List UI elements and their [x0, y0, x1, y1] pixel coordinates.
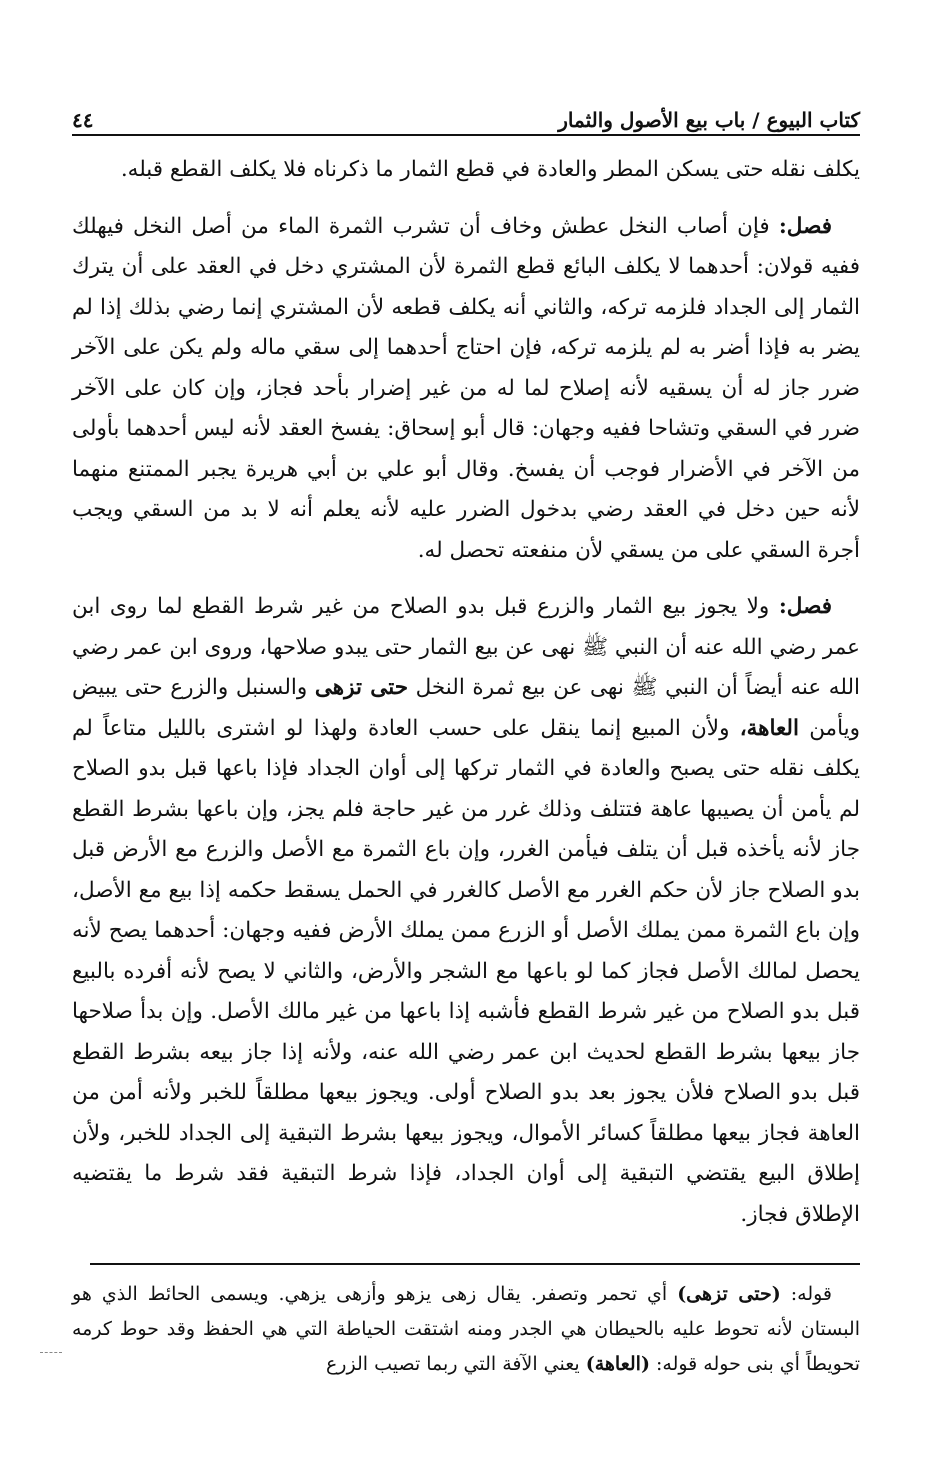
- section-label: فصل:: [778, 213, 832, 239]
- keyword-hatta-tazha: حتى تزهى: [314, 675, 408, 700]
- header-rule: [72, 134, 860, 136]
- paragraph-2-text: فإن أصاب النخل عطش وخاف أن تشرب الثمرة الماء من أصل النخل فيهلك ففيه قولان: أحدهما لا يكلف البائع قطع الثمرة لأن المشتري دخل في العقد على أن يترك الثمار إلى الجداد فلزمه تركه، والثاني أنه يكلف قطعه لأن المشتري إنما رضي بذلك إذا لم يضر به فإذا أضر به لم يلزمه تركه، فإن احتاج أحدهما إلى سقي ماله ولم يكن على الآخر ضرر جاز له أن يسقيه لأنه إصلاح لما له من غير إضرار بأحد فجاز، وإن كان على الآخر ضرر في السقي وتشاحا ففيه وجهان: قال أبو إسحاق: يفسخ العقد لأنه ليس أحدهما بأولى من الآخر في الأضرار فوجب أن يفسخ. وقال أبو علي بن أبي هريرة يجبر الممتنع منهما لأنه حين دخل في العقد رضي بدخول الضرر عليه لأنه يعلم أنه لا بد من السقي ويجب أجرة السقي على من يسقي لأن منفعته تحصل له.: [72, 213, 860, 563]
- paragraph-3-text-c: ولأن المبيع إنما ينقل على حسب العادة ولهذا لو اشترى بالليل متاعاً لم يكلف نقله حتى يصبح والعادة في الثمار تركها إلى أوان الجداد فإذا باعها قبل بدو الصلاح لم يأمن أن يصيبها عاهة فتتلف وذلك غرر من غير حاجة فلم يجز، وإن باعها بشرط القطع جاز لأنه يأخذه قبل أن يتلف فيأمن الغرر، وإن باع الثمرة مع الأصل والزرع مع الأرض قبل بدو الصلاح جاز لأن حكم الغرر مع الأصل كالغرر في الحمل يسقط حكمه إذا بيع مع الأصل، وإن باع الثمرة ممن يملك الأصل أو الزرع ممن يملك الأرض ففيه وجهان: أحدهما يصح لأنه يحصل لمالك الأصل فجاز كما لو باعها مع الشجر والأرض، والثاني لا يصح لأنه أفرده بالبيع قبل بدو الصلاح من غير شرط القطع فأشبه إذا باعها من غير مالك الأصل. وإن بدأ صلاحها جاز بيعها بشرط القطع لحديث ابن عمر رضي الله عنه، ولأنه إذا جاز بيعه بشرط القطع قبل بدو الصلاح فلأن يجوز بعد بدو الصلاح أولى. ويجوز بيعها مطلقاً للخبر ولأنه أمن من العاهة فجاز بيعها مطلقاً كسائر الأموال، ويجوز بيعها بشرط التبقية إلى الجداد للخبر، ولأن إطلاق البيع يقتضي التبقية إلى أوان الجداد، فإذا شرط التبقية فقد شرط ما يقتضيه الإطلاق فجاز.: [72, 715, 860, 1227]
- paragraph-3-text-b: والسنبل والزرع حتى يبيض ويأمن: [72, 675, 860, 741]
- keyword-al-aha: العاهة،: [739, 715, 799, 741]
- running-header: [72, 92, 860, 132]
- footnote-text-c: يعني الآفة التي ربما تصيب الزرع: [325, 1353, 580, 1375]
- footnote-keyword-al-aha: (العاهة): [585, 1353, 650, 1375]
- footnote-text-a: قوله:: [790, 1283, 833, 1305]
- paragraph-3: [72, 587, 860, 1235]
- scan-mark: [40, 1352, 62, 1353]
- footnote-text-b: أي تحمر وتصفر. يقال زهى يزهو وأزهى يزهي. ويسمى الحائط الذي هو البستان لأنه تحوط عليه بالحيطان هي الجدر ومنه اشتقت الحياطة التي هي الحفظ وقد حوط كرمه تحويطاً أي بنى حوله قوله:: [72, 1283, 860, 1375]
- book-page: [72, 92, 860, 1382]
- footnote-rule: [90, 1263, 860, 1265]
- paragraph-3-text-a: ولا يجوز بيع الثمار والزرع قبل بدو الصلاح من غير شرط القطع لما روى ابن عمر رضي الله عنه أن النبي ﷺ نهى عن بيع الثمار حتى يبدو صلاحها، وروى ابن عمر رضي الله عنه أيضاً أن النبي ﷺ نهى عن بيع ثمرة النخل: [72, 594, 860, 700]
- paragraph-1: يكلف نقله حتى يسكن المطر والعادة في قطع الثمار ما ذكرناه فلا يكلف القطع قبله.: [120, 157, 860, 182]
- main-text: [72, 150, 860, 1235]
- running-title: كتاب البيوع / باب بيع الأصول والثمار: [558, 108, 860, 132]
- footnote-paragraph: [72, 1277, 860, 1382]
- paragraph-2: [72, 207, 860, 572]
- footnote-keyword-hatta-tazha: (حتى تزهى): [677, 1283, 781, 1305]
- footnotes: [72, 1277, 860, 1382]
- section-label: فصل:: [778, 594, 832, 619]
- page-number: ٤٤: [72, 108, 94, 132]
